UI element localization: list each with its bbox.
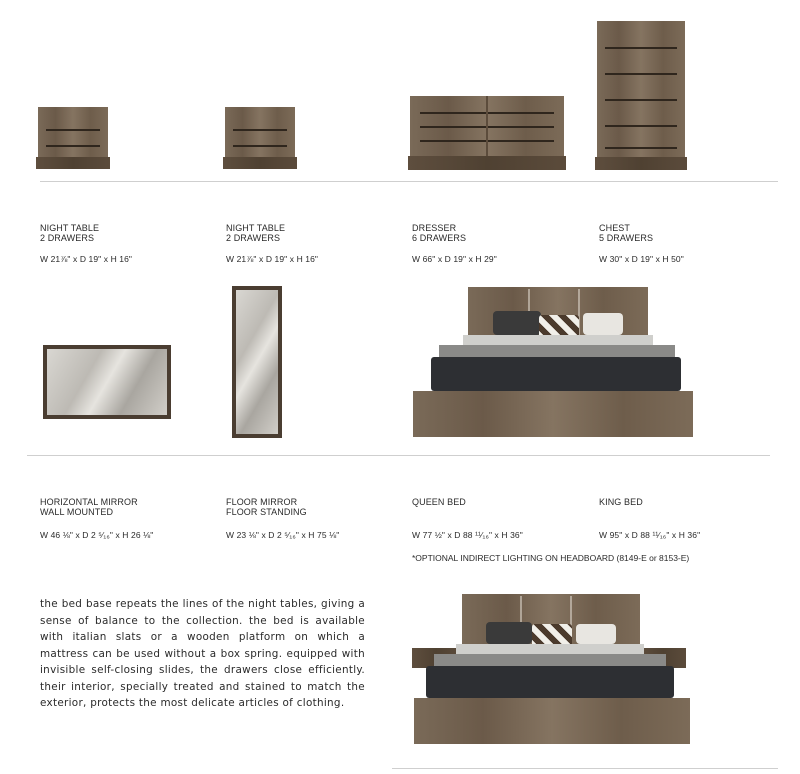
product-dims-night-table-1: W 21⅞" x D 19" x H 16" (40, 254, 133, 264)
divider-3 (392, 768, 778, 769)
product-label-horizontal-mirror: HORIZONTAL MIRROR WALL MOUNTED (40, 497, 138, 517)
product-dims-horizontal-mirror: W 46 ⅛" x D 2 ⁵⁄₁₆" x H 26 ⅛" (40, 530, 154, 540)
divider-2 (27, 455, 770, 456)
product-label-night-table-1: NIGHT TABLE 2 DRAWERS (40, 223, 100, 243)
lighting-note: *OPTIONAL INDIRECT LIGHTING ON HEADBOARD (8149-E or 8153-E) (412, 553, 690, 563)
product-dims-floor-mirror: W 23 ⅛" x D 2 ⁵⁄₁₆" x H 75 ⅛" (226, 530, 340, 540)
dresser-image (410, 96, 564, 170)
product-dims-king-bed: W 95" x D 88 ¹¹⁄₁₆" x H 36" (599, 530, 701, 540)
product-dims-dresser: W 66" x D 19" x H 29" (412, 254, 497, 264)
bedroom-set-image (408, 594, 690, 744)
product-label-queen-bed: QUEEN BED (412, 497, 466, 507)
night-table-image-1 (38, 107, 108, 169)
product-label-floor-mirror: FLOOR MIRROR FLOOR STANDING (226, 497, 307, 517)
product-label-king-bed: KING BED (599, 497, 643, 507)
collection-description: the bed base repeats the lines of the night tables, giving a sense of balance to the collection. the bed is available with italian slats or a wooden platform on which a mattress can be used without a box spring. equipped with invisible self-closing slides, the drawers close efficiently. their interior, specially treated and stained to match the exterior, protects the most delicate articles of clothing. (40, 598, 365, 709)
queen-bed-image (413, 287, 693, 437)
floor-mirror-image (232, 286, 282, 438)
product-label-night-table-2: NIGHT TABLE 2 DRAWERS (226, 223, 286, 243)
night-table-image-2 (225, 107, 295, 169)
product-dims-night-table-2: W 21⅞" x D 19" x H 16" (226, 254, 319, 264)
product-dims-queen-bed: W 77 ½" x D 88 ¹¹⁄₁₆" x H 36" (412, 530, 523, 540)
product-label-chest: CHEST 5 DRAWERS (599, 223, 654, 243)
product-label-dresser: DRESSER 6 DRAWERS (412, 223, 467, 243)
horizontal-mirror-image (43, 345, 171, 419)
chest-image (597, 21, 685, 170)
product-dims-chest: W 30" x D 19" x H 50" (599, 254, 684, 264)
divider-1 (40, 181, 778, 182)
